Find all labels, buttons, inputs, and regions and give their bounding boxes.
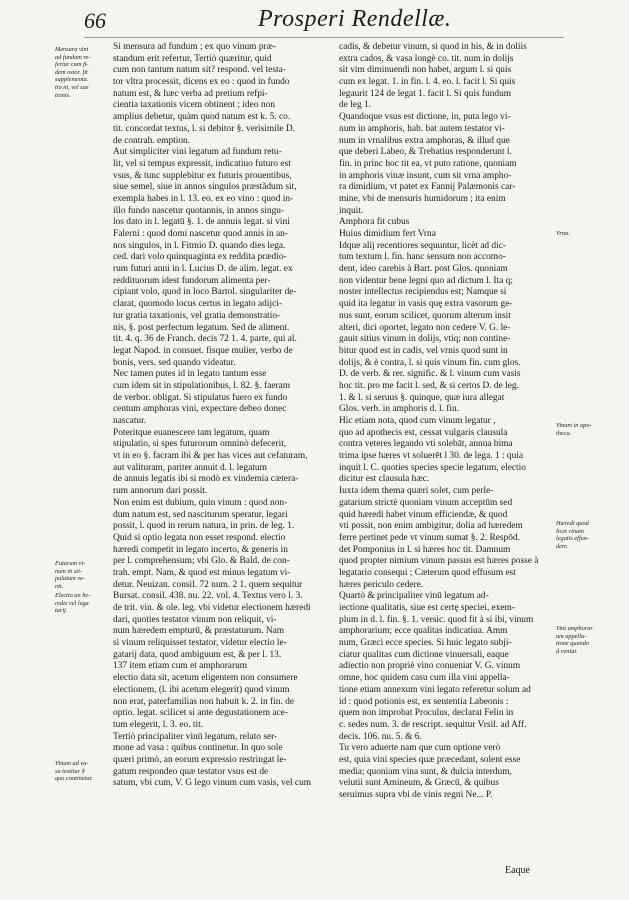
paragraph: Iuxta idem thema quæri solet, cum perle- gatarium strictè quoniam vinum acceptūm sed quid hæredi habet vinum efficiendæ, & quod vti possit, non enim ambigitur, dolia ad hæredem ferre pertinet pede vt vinum sumat §. 2. Respōd. det Pomponius in l. si hæres hoc tit. Damnum quod propter nimium vinum passus est hæres posse à legatario consequi ; Cæterum quod effusum est hæres periculo cedere. [339,486,539,590]
margin-note: Electio an he- redis vel lega tarij. [55,592,91,615]
running-head: Prosperi Rendellæ. [258,6,452,32]
paragraph: Si mensura ad fundum ; ex quo vinum præ- standum erit refertur, Tertiò quæritur, quid cum non tantum natum sit? respond. vel testa- tor vltra processit, dicens ex eo : quod in fundo natum est, & hæc verba ad pretium refpi- cientia taxationis vicem obtinent ; ideo non amplius debetur, quàm quod natum est k. 5. co. tit. concordat textus, l. si debitor §. verisimile D. de contrah. emption. [113,42,295,146]
paragraph: Quandoque vsus est dictione, in, puta lego vi- num in amphoris, hab. bat autem testator vi- num in vrnalibus extra amphoras, & illud que que deberi Labeo, & Trebatius responderunt l. fin. in princ hoc tit ea, vt puto ratione, quoniam in amphoris vinæ insunt, cum sit vrna ampho- ra dimidium, vt patet ex Fannij Palæmonis car- mine, vbi de mensuris humidorum ; ita enim inquit. [339,112,517,216]
paragraph: Poteritque euanescere tam legatum, quam stipulatio, si spes futurorum omninò defecerit, vt in eo §. facram ibi & per has vices aut cefaturam, aut valituram, pariter annuit d. l. legatum de annuis legatis ibi si modò ex vindemia cætera- rum annorum dari possit. [113,427,308,497]
left-column [113,42,337,790]
paragraph: Hic etiam nota, quod cum vinum legatur , quo ad apothecis est, cessat vulgaris clausula contra veteres legando vti solebāt, annua bima trima ipse hæres vt soluerēt l 30. de lega. 1 : quia inquit l. C. quoties species specie legatum, electio dicitur est clausula hæc. [339,416,526,485]
right-column [339,42,554,802]
paragraph: Quartò & principaliter vinū legatum ad- iectione qualitatis, siue est certę speciei, exem- plum in d. l. fin. §. 1. versic. quod fit à si ibi, vinum amphorarium; ecce qualitas indicatiua. Amm num, Græci ecce species. Si huic legato subji- ciatur qualitas cum dictione vinuersali, eaque adiectio non propriè vino conueniat V. G. vinum omne, hoc quidem casu cum illa vini appella- tione etiam annexum vini legato referetur solum ad id : quod potionis est, ex sententia Labeonis : quem non improbat Proculus, declarat Felin in c. sedes num. 3. de rescript. sequitur Vrsil. ad Aff. decis. 106. nu. 5. & 6. [339,591,534,742]
paragraph: Tertiò principaliter vinū legatum, relato ser- mone ad vasa : quibus continetur. In quo sole quæri primò, an eorum expressio restringat le- gatum respondeo quæ testator vsus est de satum, vbi cum, V. G lego vinum cum vasis, vel cum [113,731,312,789]
margin-note: Mensura vini ad fundum re- fertur cum fi- dem ostor. fit supplementa. tio ni, vel sae tionis. [55,46,91,99]
margin-note: Futurum vi- num in sti- pulatum ve- nit. [55,560,86,590]
margin-note: Vrna. [556,230,570,237]
margin-note: Vinum ad va- sa testitur § quo continetur. [55,760,93,783]
paragraph: Aut simpliciter vini legatum ad fundum retu- lit, vel si tempus expressit, indicatiuo futuro est vsus, & tunc supplebitur ex futuris prouentibus, siue semel, siue in annos singulos præstãdum sit, exempla habes in l. 13. eo. ex eo vino : quod in- illo fundo nascetur quotannis, in annos singu- los dato in l. legatū §. 1. de annuis legat. si vini Falerni : quod domi nascetur quod annis in an- nos singulos, in l. Fitmio D. quando dies lega. ced. dari volo quinquaginta ex reddita prædio- rum futuri anni in l. Lucius D. de alim. legat. ex reddituorum idest fundorum alimenta per- cipiant volo, quod in loco Bartol. singulariter de- clarat, quomodo locus certus in legato adijci- tur gratia taxationis, vel gratia demonstratio- nis, §. post perfectum legatum. Sed de aliment. tit. 4. q. 36 de Franch. decis 72 1. 4. parte, qui al. legat Napod. in consuet. fisque mulier, verbo de bonis, vers. sed quando videatur. [113,147,297,368]
paragraph: Non enim est dubium, quin vinum : quod non- dum natum est, sed nasciturum speratur, legari possit, l. quod in rerum natura, in prin. de leg. 1. [113,497,295,532]
paragraph: Nec tamen putes id in legato tantum esse cum idem sit in stipulationibus, l. 82. §. faeram de verbor. obligat. Si stipulatus fuero ex fundo centum amphoras vini, expectare debeo donec nascatur. [113,369,291,426]
paragraph: Amphora fit cubus Huius dimidium fert Vrna [339,217,436,239]
margin-note: Vinum in apo- theca. [556,422,592,437]
margin-note: Vini amphorar um appella- tione quando d veniat. [556,625,593,655]
header-rule [84,37,564,38]
paragraph: Quid si optio legata non esset respond. electio hæredi competit in legato incerto, & generis in per l. comprehensum; vbi Glo. & Bald. de con- trah. empt. Nam, & quod est minus legatum vi- detur. Neuizan. consil. 72 num. 2 1. quem sequitur Bursat. consil. 438. nu. 22. vol. 4. Textus vero l. 3. de trit. vin. & ole. leg. vbi videtur electionem hæredi dari, quoties testator vinum non reliquit, vi- num hæredem empturū, & præstaturum. Nam si vinum reliquisset testator, videtur electio le- gatarij data, quod ambiguum est, & per l. 13. 137 item etiam cum et amphorarum electio data sit, acetum eligentem non consumere electionem, (l. ibi acetum elegerit) quod vinum non erat, paterfamilias non habuit k. 2. in fin. de optio. legat. scilicet si ante degustationem ace- tum elegerit, l. 3. eo. tit. [113,532,311,730]
paragraph: cadis, & debetur vinum, si quod in his, & in doliis extra cados, & vasa longè co. tit. num in dolijs sit vim diminuendi non habet, argum l. si quis cum ex legat. 1. in fin. l. 4. eo. l. facit l. Si quis legaurit 124 de legat 1. facit l. Si quis fundum de leg 1. [339,42,527,111]
paragraph: Idque alij recentiores sequuntur, licèt ad dic- tum textum l. fin. hanc sensum non accomo- dent, ideo carebis à Bart. post Glos. quoniam non videntur bene legni quo ad dictum l. Ita q; noster intellectus recipiendus est; Namque si quid ita legatur in vasis quę extra vasorum ge- nus sunt, eorum scilicet, quorum alterum insit alteri, dici oportet, legato non cedere V. G. le- gauit sitius vinum in dolijs, vtiq; non contine- bitur quod est in cadis, vel vrnis quod sunt in dolijs, & è contra, l. si quis vinum fin. cum glos. D. de verb. & rer. signific. & l. vinum cum vasis hoc tit. pro me facit l. sed, & si certos D. de leg. 1. & l. si seruus §. quinque, quæ iura allegat Glos. verb. in amphoris d. l. fin. [339,240,521,415]
paragraph: Tu vero aduerte nam que cum optione verò est, quia vini species quæ præcedant, solent esse media; quoniam vina sunt, & dulcia interdum, velutii sunt Amineum, & Græcū, & quibus seruimus supra vbi de vinis regni Ne... P. [339,743,521,800]
page-number: 66 [84,8,106,33]
margin-note: Hæredi quod licet vinum legatis effun- dere. [556,520,590,550]
catchword: Eaque [505,865,530,876]
